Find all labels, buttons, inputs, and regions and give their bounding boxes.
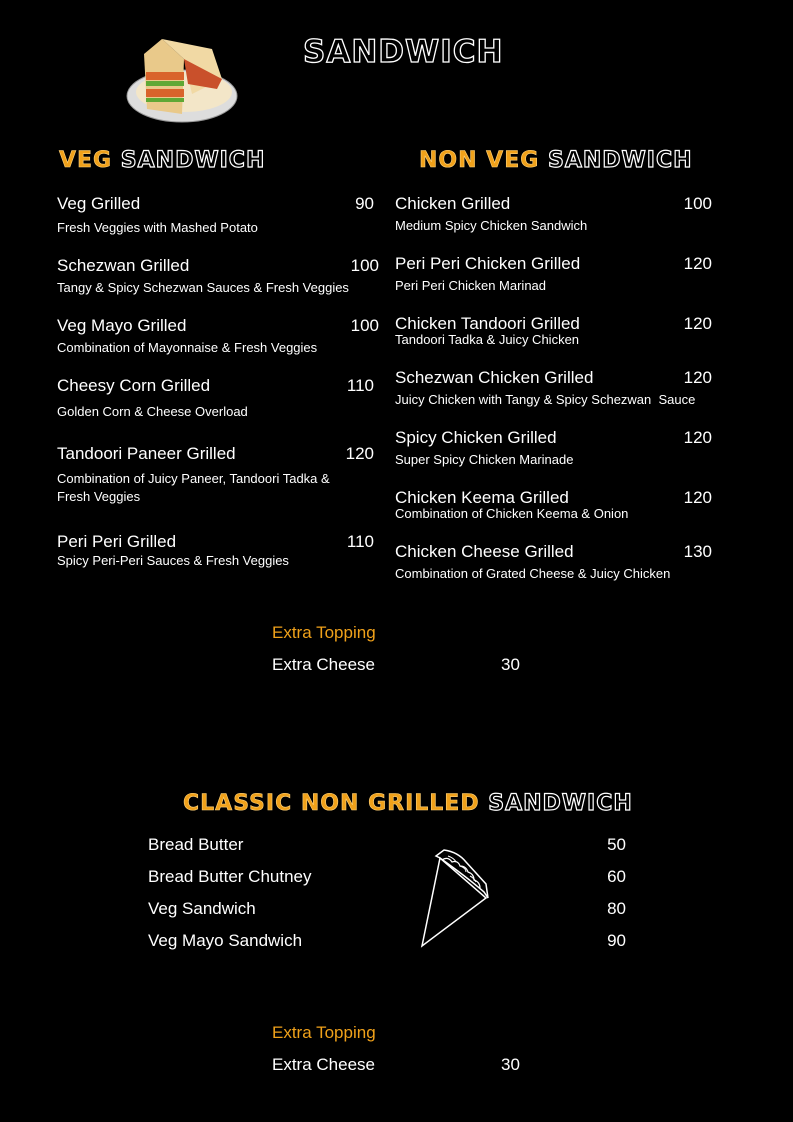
extra-topping-price: 30 bbox=[501, 1055, 520, 1074]
extra-topping-name: Extra Cheese bbox=[272, 1055, 375, 1074]
item-name: Chicken Cheese Grilled bbox=[395, 542, 574, 561]
heading-rest: SANDWICH bbox=[488, 791, 633, 816]
veg-section-heading bbox=[59, 148, 265, 173]
heading-rest: SANDWICH bbox=[120, 148, 266, 173]
item-price: 130 bbox=[683, 542, 712, 561]
item-name: Tandoori Paneer Grilled bbox=[57, 444, 236, 463]
item-price: 90 bbox=[355, 194, 374, 213]
item-desc: Juicy Chicken with Tangy & Spicy Schezwan Sauce bbox=[395, 392, 696, 407]
item-price: 120 bbox=[683, 428, 712, 447]
item-name: Chicken Tandoori Grilled bbox=[395, 314, 580, 333]
item-price: 110 bbox=[346, 376, 374, 395]
item-name: Veg Mayo Sandwich bbox=[148, 931, 303, 950]
item-price: 120 bbox=[683, 368, 712, 387]
item-desc: Spicy Peri-Peri Sauces & Fresh Veggies bbox=[57, 553, 289, 568]
item-desc: Combination of Grated Cheese & Juicy Chicken bbox=[395, 566, 671, 581]
item-price: 120 bbox=[345, 444, 374, 463]
item-name: Spicy Chicken Grilled bbox=[395, 428, 557, 447]
item-price: 110 bbox=[346, 532, 374, 551]
heading-rest: SANDWICH bbox=[547, 148, 693, 173]
item-desc: Combination of Juicy Paneer, Tandoori Tadka & Fresh Veggies bbox=[57, 471, 330, 504]
sandwich-slice-icon bbox=[418, 848, 490, 950]
item-desc: Tangy & Spicy Schezwan Sauces & Fresh Veggies bbox=[57, 280, 349, 295]
item-desc: Super Spicy Chicken Marinade bbox=[395, 452, 574, 467]
extra-topping-name: Extra Cheese bbox=[272, 655, 375, 674]
item-name: Veg Sandwich bbox=[148, 899, 256, 918]
item-name: Veg Grilled bbox=[57, 194, 141, 213]
item-price: 80 bbox=[607, 899, 626, 918]
page-title: SANDWICH bbox=[303, 34, 504, 70]
item-name: Cheesy Corn Grilled bbox=[57, 376, 211, 395]
item-desc: Peri Peri Chicken Marinad bbox=[395, 278, 547, 293]
heading-accent: CLASSIC NON GRILLED bbox=[183, 791, 480, 816]
item-desc: Combination of Mayonnaise & Fresh Veggies bbox=[57, 340, 318, 355]
item-price: 120 bbox=[683, 314, 712, 333]
item-name: Chicken Grilled bbox=[395, 194, 511, 213]
classic-section-heading bbox=[183, 791, 633, 816]
item-name: Schezwan Chicken Grilled bbox=[395, 368, 594, 387]
item-price: 50 bbox=[607, 835, 626, 854]
item-price: 60 bbox=[607, 867, 626, 886]
extra-topping-heading: Extra Topping bbox=[272, 1023, 376, 1042]
item-desc: Medium Spicy Chicken Sandwich bbox=[395, 218, 588, 233]
item-price: 100 bbox=[350, 256, 379, 275]
item-price: 100 bbox=[683, 194, 712, 213]
extra-topping-price: 30 bbox=[501, 655, 520, 674]
extra-topping-heading: Extra Topping bbox=[272, 623, 376, 642]
item-desc: Combination of Chicken Keema & Onion bbox=[395, 506, 629, 521]
item-name: Veg Mayo Grilled bbox=[57, 316, 187, 335]
item-price: 100 bbox=[350, 316, 379, 335]
item-name: Peri Peri Chicken Grilled bbox=[395, 254, 581, 273]
item-name: Peri Peri Grilled bbox=[57, 532, 177, 551]
heading-accent: NON VEG bbox=[419, 148, 540, 173]
item-name: Chicken Keema Grilled bbox=[395, 488, 569, 507]
item-desc: Fresh Veggies with Mashed Potato bbox=[57, 220, 258, 235]
nonveg-section-heading bbox=[419, 148, 693, 173]
item-name: Bread Butter bbox=[148, 835, 244, 854]
item-price: 120 bbox=[683, 254, 712, 273]
item-desc: Tandoori Tadka & Juicy Chicken bbox=[395, 332, 580, 347]
item-price: 90 bbox=[607, 931, 626, 950]
item-desc: Golden Corn & Cheese Overload bbox=[57, 404, 248, 419]
item-name: Schezwan Grilled bbox=[57, 256, 190, 275]
heading-accent: VEG bbox=[59, 148, 113, 173]
item-name: Bread Butter Chutney bbox=[148, 867, 312, 886]
sandwich-plate-image bbox=[122, 34, 242, 129]
item-price: 120 bbox=[683, 488, 712, 507]
